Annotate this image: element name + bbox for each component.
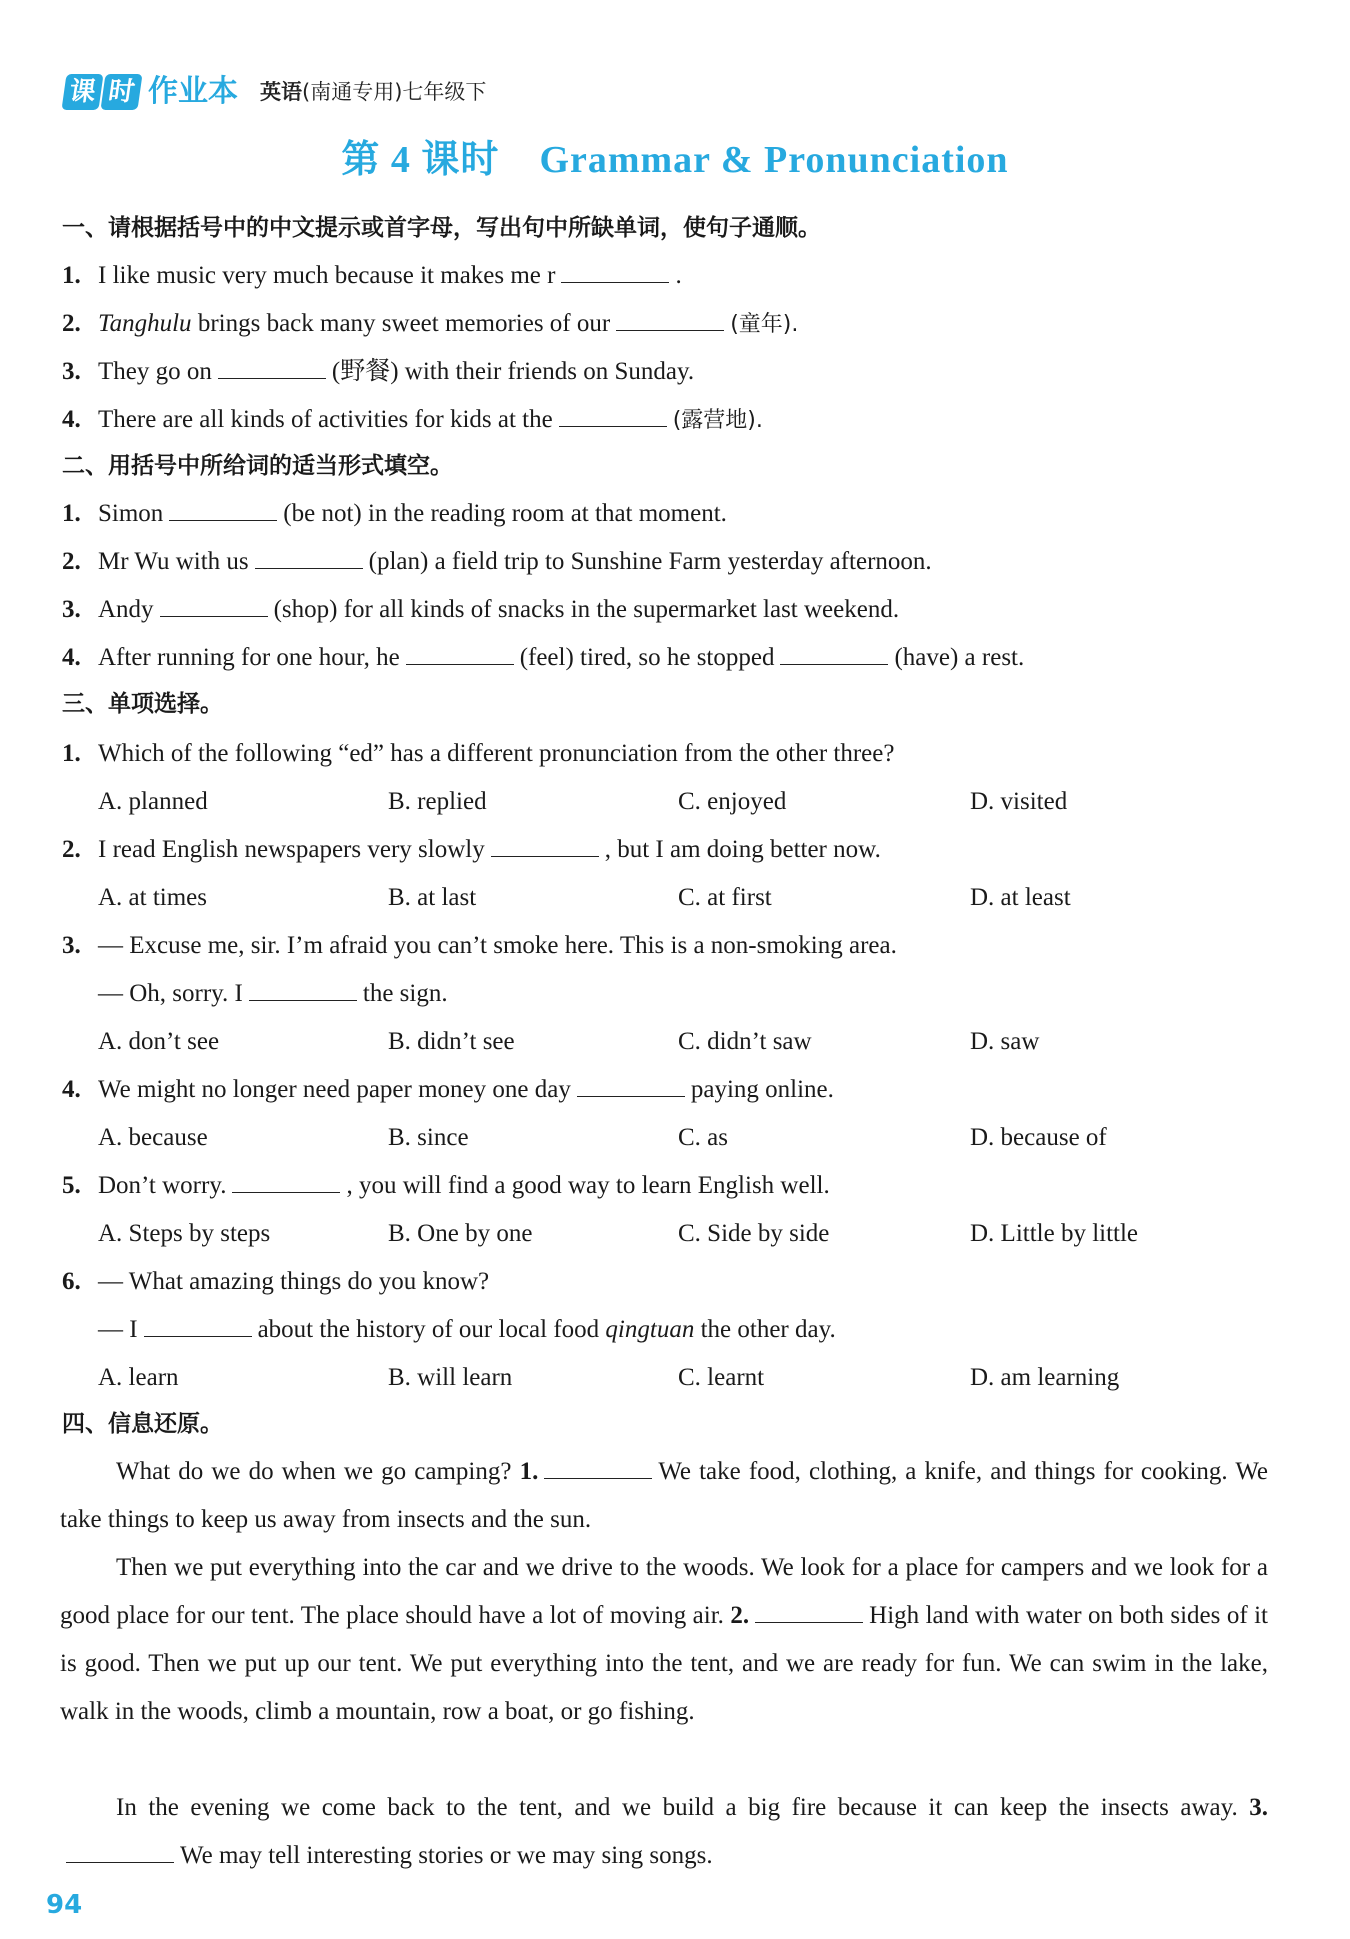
s3-question-3 (62, 928, 1270, 964)
question-text: — I (98, 1316, 138, 1343)
question-text: the sign. (362, 980, 448, 1007)
option-d[interactable]: D. am learning (970, 1364, 1120, 1391)
question-number: 4. (62, 1076, 81, 1103)
question-number: 3. (62, 358, 81, 385)
question-number: 4. (62, 644, 81, 671)
s1-question-4 (62, 402, 1270, 439)
option-a[interactable]: A. learn (98, 1364, 179, 1391)
section-3-heading: 三、单项选择。 (62, 691, 223, 717)
italic-term: Tanghulu (98, 310, 192, 337)
question-text: Don’t worry. (98, 1172, 227, 1199)
s3-question-6-reply (98, 1312, 1270, 1348)
s2-question-1 (62, 496, 1270, 532)
question-text: After running for one hour, he (98, 644, 400, 671)
question-number: 6. (62, 1268, 81, 1295)
option-b[interactable]: B. One by one (388, 1220, 533, 1247)
section-2-heading: 二、用括号中所给词的适当形式填空。 (62, 453, 453, 479)
question-text: — Excuse me, sir. I’m afraid you can’t smoke here. This is a non-smoking area. (98, 932, 897, 959)
passage-text: High land with water on both sides of it is good. Then we put up our tent. We put everything into the tent, and we are ready for fun. We can swim in the lake, walk in the woods, climb a mountain, row a boat, or go fishing. (60, 1602, 1269, 1725)
passage-text: Then we put everything into the car and we drive to the woods. We look for a place for campers and we look for a good place for our tent. The place should have a lot of moving air. (60, 1554, 1268, 1629)
s3-question-1 (62, 736, 1270, 772)
option-b[interactable]: B. replied (388, 788, 487, 815)
answer-blank[interactable] (66, 1840, 174, 1863)
passage-text: We may tell interesting stories or we may sing songs. (180, 1842, 713, 1869)
answer-blank[interactable] (255, 546, 363, 569)
option-a[interactable]: A. because (98, 1124, 208, 1151)
question-text: (have) a rest. (894, 644, 1025, 671)
brand-name: 作业本 (148, 74, 238, 109)
s3-question-4 (62, 1072, 1270, 1108)
passage-text: What do we do when we go camping? (116, 1458, 512, 1485)
answer-blank[interactable] (406, 642, 514, 665)
option-c[interactable]: C. didn’t saw (678, 1028, 812, 1055)
passage-text: We take food, clothing, a knife, and things for cooking. We take things to keep us away from insects and the sun. (60, 1458, 1269, 1533)
passage-paragraph-1 (60, 1448, 1268, 1544)
option-a[interactable]: A. planned (98, 788, 208, 815)
option-a[interactable]: A. don’t see (98, 1028, 220, 1055)
answer-blank[interactable] (780, 642, 888, 665)
question-text: There are all kinds of activities for kids at the (98, 406, 553, 433)
s3-question-5 (62, 1168, 1270, 1204)
answer-blank[interactable] (169, 498, 277, 521)
question-number: 2. (62, 836, 81, 863)
option-d[interactable]: D. visited (970, 788, 1068, 815)
s1-question-2 (62, 306, 1270, 343)
subject: 英语 (260, 80, 302, 104)
answer-blank[interactable] (144, 1314, 252, 1337)
answer-blank[interactable] (218, 356, 326, 379)
question-text: paying online. (690, 1076, 834, 1103)
question-text: the other day. (700, 1316, 836, 1343)
s3-question-6 (62, 1264, 1270, 1300)
question-text: , you will find a good way to learn English well. (346, 1172, 830, 1199)
question-text: (be not) in the reading room at that moment. (283, 500, 727, 527)
s1-question-3 (62, 354, 1270, 390)
question-text: Andy (98, 596, 154, 623)
answer-blank[interactable] (232, 1170, 340, 1193)
answer-blank[interactable] (616, 308, 724, 331)
option-c[interactable]: C. learnt (678, 1364, 765, 1391)
option-d[interactable]: D. Little by little (970, 1220, 1139, 1247)
page-number: 94 (46, 1890, 83, 1920)
question-text: , but I am doing better now. (604, 836, 881, 863)
option-d[interactable]: D. because of (970, 1124, 1107, 1151)
option-d[interactable]: D. saw (970, 1028, 1040, 1055)
question-text: . (675, 262, 682, 289)
lesson-title (0, 128, 1350, 183)
question-text: (shop) for all kinds of snacks in the supermarket last weekend. (273, 596, 900, 623)
book-info (260, 74, 486, 110)
s1-question-1 (62, 258, 1270, 294)
answer-blank[interactable] (577, 1074, 685, 1097)
option-c[interactable]: C. as (678, 1124, 728, 1151)
option-d[interactable]: D. at least (970, 884, 1071, 911)
s3-question-3-reply (98, 976, 1270, 1012)
logo-char-1: 课 (61, 74, 103, 110)
question-number: 1. (62, 740, 81, 767)
question-text: We might no longer need paper money one day (98, 1076, 571, 1103)
italic-term: qingtuan (605, 1316, 695, 1343)
option-a[interactable]: A. Steps by steps (98, 1220, 271, 1247)
section-4-heading: 四、信息还原。 (62, 1411, 223, 1437)
lesson-label: 第 4 课时 (341, 139, 500, 181)
s2-question-2 (62, 544, 1270, 580)
answer-blank[interactable] (544, 1456, 652, 1479)
option-a[interactable]: A. at times (98, 884, 208, 911)
option-b[interactable]: B. since (388, 1124, 469, 1151)
question-text: (plan) a field trip to Sunshine Farm yesterday afternoon. (368, 548, 932, 575)
question-text: Which of the following “ed” has a different pronunciation from the other three? (98, 740, 895, 767)
logo-char-2: 时 (100, 74, 142, 110)
question-text: about the history of our local food (257, 1316, 600, 1343)
question-text: — Oh, sorry. I (98, 980, 243, 1007)
edition: (南通专用)七年级下 (302, 80, 487, 104)
option-b[interactable]: B. didn’t see (388, 1028, 515, 1055)
question-text: They go on (98, 358, 212, 385)
brand-logo (64, 74, 142, 110)
book-brand (64, 68, 486, 110)
passage-paragraph-2 (60, 1544, 1268, 1736)
question-text: Simon (98, 500, 164, 527)
question-text: I read English newspapers very slowly (98, 836, 485, 863)
question-text: brings back many sweet memories of our (191, 310, 611, 337)
question-number: 2. (62, 310, 81, 337)
lesson-name: Grammar & Pronunciation (539, 139, 1009, 181)
option-c[interactable]: C. Side by side (678, 1220, 830, 1247)
question-number: 1. (62, 262, 81, 289)
blank-number: 3. (1249, 1794, 1268, 1821)
question-number: 2. (62, 548, 81, 575)
option-c[interactable]: C. enjoyed (678, 788, 787, 815)
answer-blank[interactable] (559, 404, 667, 427)
question-number: 3. (62, 596, 81, 623)
option-b[interactable]: B. at last (388, 884, 477, 911)
question-number: 5. (62, 1172, 81, 1199)
question-number: 4. (62, 406, 81, 433)
passage-paragraph-3 (60, 1784, 1268, 1880)
blank-number: 2. (730, 1602, 750, 1629)
s2-question-4 (62, 640, 1270, 676)
question-hint: (童年). (730, 312, 799, 337)
question-text: — What amazing things do you know? (98, 1268, 490, 1295)
answer-blank[interactable] (160, 594, 268, 617)
question-text: I like music very much because it makes me r (98, 262, 556, 289)
question-number: 1. (62, 500, 81, 527)
question-number: 3. (62, 932, 81, 959)
section-1-heading: 一、请根据括号中的中文提示或首字母，写出句中所缺单词，使句子通顺。 (62, 215, 821, 241)
blank-number: 1. (519, 1458, 539, 1485)
option-b[interactable]: B. will learn (388, 1364, 513, 1391)
s2-question-3 (62, 592, 1270, 628)
answer-blank[interactable] (491, 834, 599, 857)
question-text: (野餐) with their friends on Sunday. (331, 358, 695, 385)
s3-question-2 (62, 832, 1270, 868)
answer-blank[interactable] (755, 1600, 863, 1623)
answer-blank[interactable] (249, 978, 357, 1001)
question-text: (feel) tired, so he stopped (519, 644, 775, 671)
answer-blank[interactable] (561, 260, 669, 283)
question-hint: (露营地). (672, 408, 763, 433)
question-text: Mr Wu with us (98, 548, 249, 575)
option-c[interactable]: C. at first (678, 884, 772, 911)
passage-text: In the evening we come back to the tent, and we build a big fire because it can keep the insects away. (116, 1794, 1238, 1821)
